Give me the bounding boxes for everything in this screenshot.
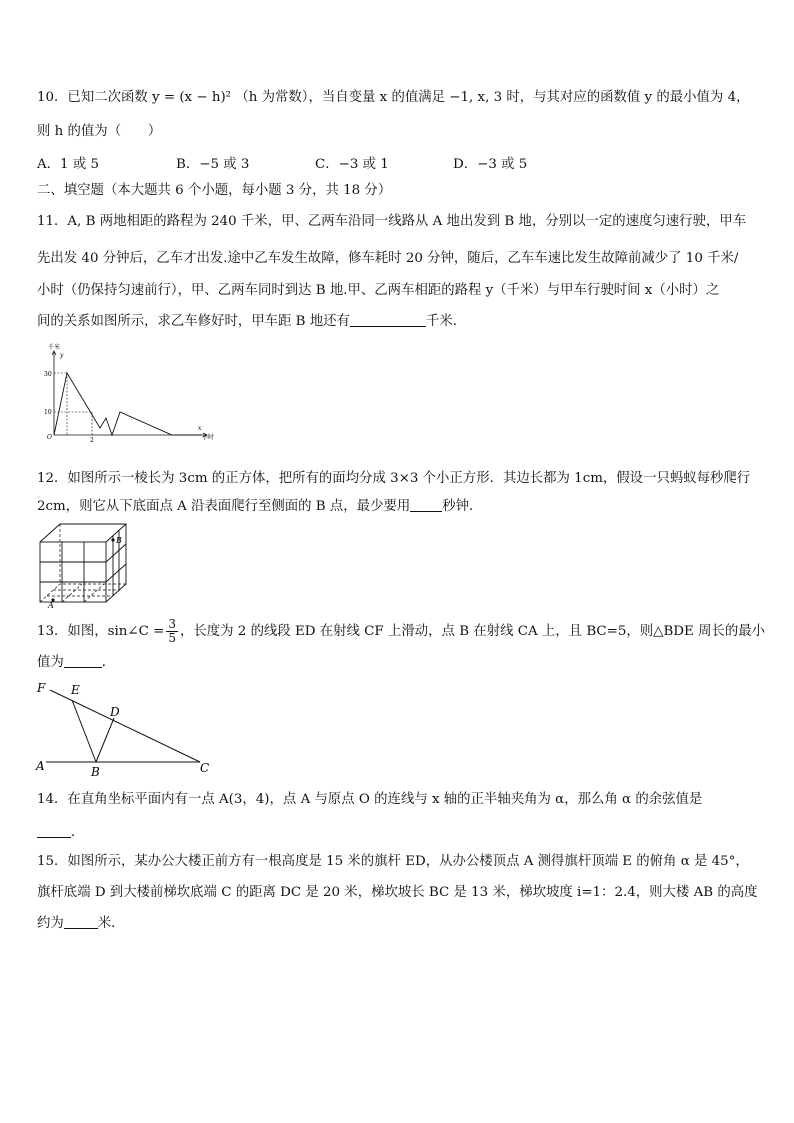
q15-answer-blank[interactable] <box>64 915 98 929</box>
q11-answer-blank[interactable] <box>350 313 426 327</box>
q14-line2 <box>37 824 759 842</box>
q11-origin-label: O <box>47 434 52 441</box>
q11-line4 <box>37 313 759 331</box>
q11-tick-10: 10 <box>44 409 52 416</box>
q10-option-b: B．−5 或 3 <box>176 157 250 172</box>
q13-line2-tail: ． <box>101 655 116 670</box>
q14-line1: 14．在直角坐标平面内有一点 A(3，4)，点 A 与原点 O 的连线与 x 轴的正半轴夹角为 α，那么角 α 的余弦值是 <box>37 792 703 807</box>
q13-line2-text: 值为 <box>37 655 64 670</box>
q10-option-d: D．−3 或 5 <box>453 157 528 172</box>
q13-label-b: B <box>91 765 100 778</box>
q13-answer-blank[interactable] <box>64 654 102 668</box>
q12-line2 <box>37 498 759 516</box>
q11-line1: 11．A, B 两地相距的路程为 240 千米，甲、乙两车沿同一线路从 A 地出发到 B 地，分别以一定的速度匀速行驶，甲车 <box>37 214 747 229</box>
q11-y-unit: 千米 <box>48 344 61 351</box>
section-heading: 二、填空题（本大题共 6 个小题，每小题 3 分，共 18 分） <box>37 183 392 198</box>
q11-tick-2: 2 <box>90 437 94 444</box>
q15-line3-text: 约为 <box>37 916 64 931</box>
q12-label-a: A <box>48 601 54 608</box>
q13-label-d: D <box>110 705 120 719</box>
q11-tick-30: 30 <box>44 371 52 378</box>
q13-label-e: E <box>71 683 80 697</box>
q13-line2 <box>37 654 759 672</box>
q14-answer-blank[interactable] <box>37 824 71 838</box>
q13-triangle-diagram <box>34 678 224 778</box>
q12-point-b <box>111 538 114 541</box>
q10-line1: 10．已知二次函数 y = (x − h)² （h 为常数），当自变量 x 的值满足 −1, x, 3 时，与其对应的函数值 y 的最小值为 4， <box>37 90 750 105</box>
q12-line1: 12．如图所示一棱长为 3cm 的正方体，把所有的面均分成 3×3 个小正方形．其边长都为 1cm，假设一只蚂蚁每秒爬行 <box>37 471 751 486</box>
q11-line2: 先出发 40 分钟后，乙车才出发.途中乙车发生故障，修车耗时 20 分钟，随后，乙车车速比发生故障前减少了 10 千米/ <box>37 251 739 266</box>
q14-line2-tail: ． <box>71 825 85 840</box>
q11-y-var: y <box>60 352 64 359</box>
q15-line3 <box>37 915 759 933</box>
q11-line4-text: 间的关系如图所示，求乙车修好时，甲车距 B 地还有 <box>37 314 350 329</box>
q12-line2-text: 2cm，则它从下底面点 A 沿表面爬行至侧面的 B 点，最少要用 <box>37 499 411 514</box>
q13-line1-text: 13．如图，sin∠C = <box>37 624 165 639</box>
q11-distance-line <box>54 373 202 435</box>
q12-line2-tail: 秒钟． <box>442 499 483 514</box>
q13-line1-tail: ，长度为 2 的线段 ED 在射线 CF 上滑动，点 B 在射线 CA 上，且 BC=5，则△BDE 周长的最小 <box>179 624 766 639</box>
q15-line1: 15．如图所示，某办公大楼正前方有一根高度是 15 米的旗杆 ED，从办公楼顶点 A 测得旗杆顶端 E 的俯角 α 是 45°， <box>37 854 749 869</box>
q11-x-var: x <box>198 425 202 432</box>
q13-fraction <box>166 618 178 645</box>
q10-option-c: C．−3 或 1 <box>315 157 389 172</box>
q12-label-b: B <box>116 536 122 545</box>
q15-line3-tail: 米． <box>97 916 125 931</box>
q13-fraction-numerator: 3 <box>168 617 176 631</box>
q11-x-unit: 小时 <box>202 434 215 441</box>
q12-answer-blank[interactable] <box>410 498 442 512</box>
q11-graph <box>42 340 222 444</box>
q11-line4-tail: 千米. <box>425 314 457 329</box>
q13-label-c: C <box>200 761 210 775</box>
q15-line2: 旗杆底端 D 到大楼前梯坎底端 C 的距离 DC 是 20 米，梯坎坡长 BC 是 13 米，梯坎坡度 i=1：2.4，则大楼 AB 的高度 <box>37 885 758 900</box>
q13-label-a: A <box>36 759 45 773</box>
q10-option-a: A．1 或 5 <box>37 157 100 172</box>
q13-label-f: F <box>37 681 46 695</box>
q13-fraction-denominator: 5 <box>168 631 176 645</box>
q11-line3: 小时（仍保持匀速前行），甲、乙两车同时到达 B 地.甲、乙两车相距的路程 y（千米）与甲车行驶时间 x（小时）之 <box>37 283 720 298</box>
q10-line2: 则 h 的值为（ ） <box>37 124 162 139</box>
q13-line1 <box>37 617 766 645</box>
q12-cube-diagram <box>36 520 136 608</box>
